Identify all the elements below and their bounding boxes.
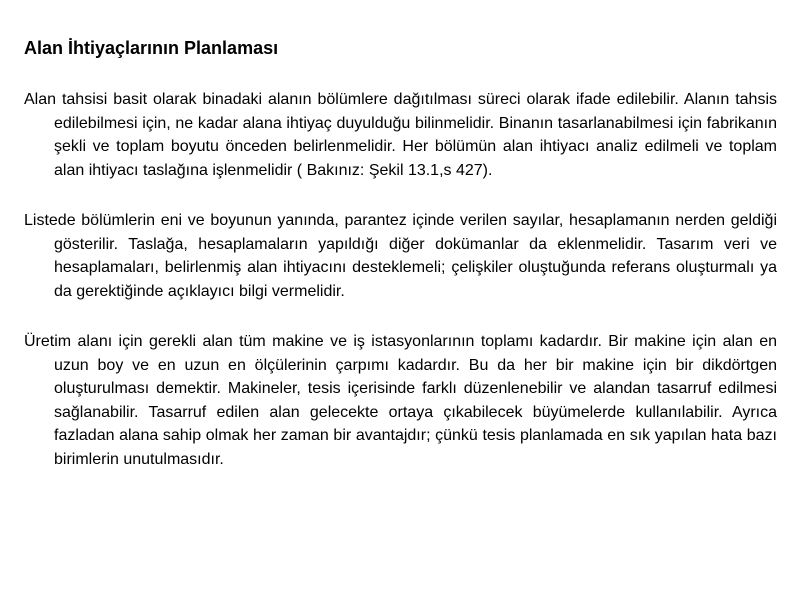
paragraph-list-calculations: Listede bölümlerin eni ve boyunun yanında, parantez içinde verilen sayılar, hesaplamanın nerden geldiği gösterilir. Taslağa, hesaplamaların yapıldığı diğer dokümanlar da eklenmelidir. Tasarım veri ve hesaplamaları, belirlenmiş alan ihtiyacını desteklemeli; çelişkiler oluştuğunda referans oluşturmalı ya da gerektiğinde açıklayıcı bilgi vermelidir. — [24, 212, 777, 300]
page-title: Alan İhtiyaçlarının Planlaması — [24, 38, 279, 58]
slide-content — [24, 36, 777, 498]
paragraph-production-area: Üretim alanı için gerekli alan tüm makine ve iş istasyonlarının toplamı kadardır. Bir makine için alan en uzun boy ve en uzun en ölçülerinin çarpımı kadardır. Bu da her bir makine için bir dikdörtgen oluşturulması demektir. Makineler, tesis içerisinde farklı düzenlenebilir ve alandan tasarruf edilmesi sağlanabilir. Tasarruf edilen alan gelecekte ortaya çıkabilecek büyümelerde kullanılabilir. Ayrıca fazladan alana sahip olmak her zaman bir avantajdır; çünkü tesis planlamada en sık yapılan hata bazı birimlerin unutulmasıdır. — [24, 333, 777, 468]
paragraph-space-allocation: Alan tahsisi basit olarak binadaki alanın bölümlere dağıtılması süreci olarak ifade edilebilir. Alanın tahsis edilebilmesi için, ne kadar alana ihtiyaç duyulduğu bilinmelidir. Binanın tasarlanabilmesi için fabrikanın şekli ve toplam boyutu önceden belirlenmelidir. Her bölümün alan ihtiyacı analiz edilmeli ve toplam alan ihtiyacı taslağına işlenmelidir ( Bakınız: Şekil 13.1,s 427). — [24, 91, 777, 179]
